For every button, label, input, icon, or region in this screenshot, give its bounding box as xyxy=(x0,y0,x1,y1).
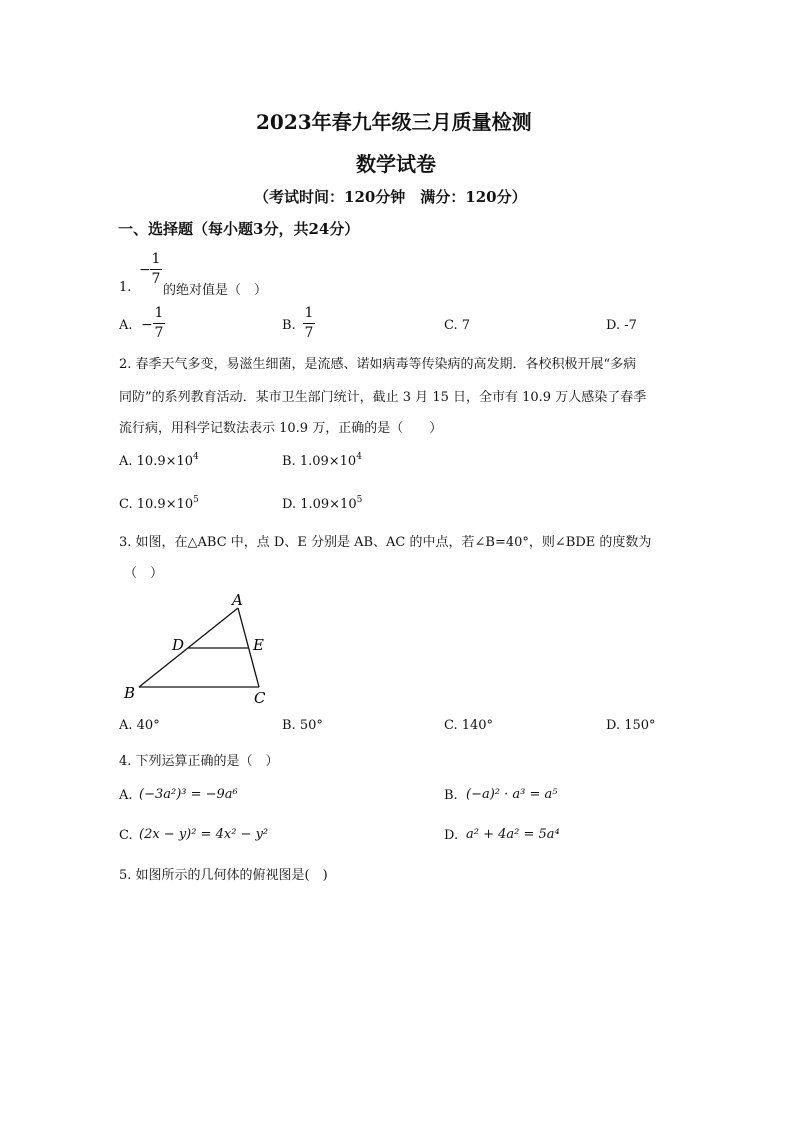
q4-opt-d: a² + 4a² = 5a⁴ xyxy=(466,827,560,842)
q1-frac-sign: − xyxy=(139,262,151,278)
q1-opt-b-num: 1 xyxy=(304,305,314,321)
q1-stem: 的绝对值是（ ） xyxy=(163,283,268,298)
q1-frac-den: 7 xyxy=(151,271,161,287)
triangle-figure xyxy=(115,588,285,708)
q2-opt-a xyxy=(119,452,199,469)
fraction-bar xyxy=(150,269,162,270)
q1-opt-a-sign: − xyxy=(141,317,153,333)
q2-opt-d xyxy=(282,495,362,512)
exam-title: 2023年春九年级三月质量检测 xyxy=(256,110,532,134)
q1-opt-a-den: 7 xyxy=(154,325,164,341)
q2-line-3: 流行病，用科学记数法表示 10.9 万，正确的是（ ） xyxy=(119,421,443,436)
q4-opt-c-label: C. xyxy=(119,828,133,843)
q3-opt-a: A. 40° xyxy=(119,718,160,733)
q4-opt-c: (2x − y)² = 4x² − y² xyxy=(139,827,269,842)
q2-opt-d-text: D. 1.09×10 xyxy=(282,497,357,512)
fraction-bar xyxy=(153,323,165,324)
q2-line-1: 2. 春季天气多变，易滋生细菌，是流感、诺如病毒等传染病的高发期．各校积极开展“多病 xyxy=(119,357,637,372)
q2-opt-c-text: C. 10.9×10 xyxy=(119,497,194,512)
q2-opt-b-text: B. 1.09×10 xyxy=(282,454,357,469)
q2-opt-b-exp: 4 xyxy=(356,452,362,462)
q1-opt-d: D. -7 xyxy=(606,318,637,333)
fraction-bar xyxy=(303,323,315,324)
q3-opt-d: D. 150° xyxy=(606,718,656,733)
q1-opt-b-den: 7 xyxy=(304,325,314,341)
q1-opt-a-num: 1 xyxy=(154,305,164,321)
q4-opt-d-label: D. xyxy=(444,828,459,843)
q2-opt-a-text: A. 10.9×10 xyxy=(119,454,194,469)
q1-fraction xyxy=(150,252,162,286)
exam-subtitle: 数学试卷 xyxy=(356,152,436,176)
label-b: B xyxy=(124,684,136,702)
label-c: C xyxy=(254,689,266,707)
q4-stem: 4. 下列运算正确的是（ ） xyxy=(119,754,279,769)
section-heading: 一、选择题（每小题3分，共24分） xyxy=(118,220,360,238)
label-a: A xyxy=(232,591,243,609)
exam-info: （考试时间：120分钟 满分：120分） xyxy=(254,188,527,206)
q3-line-2: （ ） xyxy=(124,566,164,581)
q2-opt-c-exp: 5 xyxy=(193,495,199,505)
q1-frac-num: 1 xyxy=(151,251,161,267)
q5-stem: 5. 如图所示的几何体的俯视图是( ) xyxy=(119,868,328,883)
q2-opt-c xyxy=(119,495,199,512)
q2-line-2: 同防”的系列教育活动．某市卫生部门统计，截止 3 月 15 日，全市有 10.9 万人感染了春季 xyxy=(119,390,647,405)
q2-opt-b xyxy=(282,452,362,469)
q2-opt-d-exp: 5 xyxy=(356,495,363,505)
q4-opt-a: (−3a²)³ = −9a⁶ xyxy=(139,787,238,802)
q1-opt-a-label: A. xyxy=(119,318,133,333)
q1-opt-b-label: B. xyxy=(282,318,296,333)
q4-opt-b-label: B. xyxy=(444,788,458,803)
q1-opt-c: C. 7 xyxy=(444,318,471,333)
label-d: D xyxy=(172,636,185,654)
q3-opt-c: C. 140° xyxy=(444,718,494,733)
q2-opt-a-exp: 4 xyxy=(193,452,199,462)
q4-opt-a-label: A. xyxy=(119,788,133,803)
q4-opt-b: (−a)² · a³ = a⁵ xyxy=(466,787,558,802)
q1-opt-b-fraction xyxy=(303,306,315,340)
q3-line-1: 3. 如图，在△ABC 中，点 D、E 分别是 AB、AC 的中点，若∠B=40°，则∠BDE 的度数为 xyxy=(119,535,652,550)
q1-opt-a-fraction xyxy=(153,306,165,340)
label-e: E xyxy=(253,636,264,654)
q3-opt-b: B. 50° xyxy=(282,718,323,733)
q1-number: 1. xyxy=(119,280,132,295)
